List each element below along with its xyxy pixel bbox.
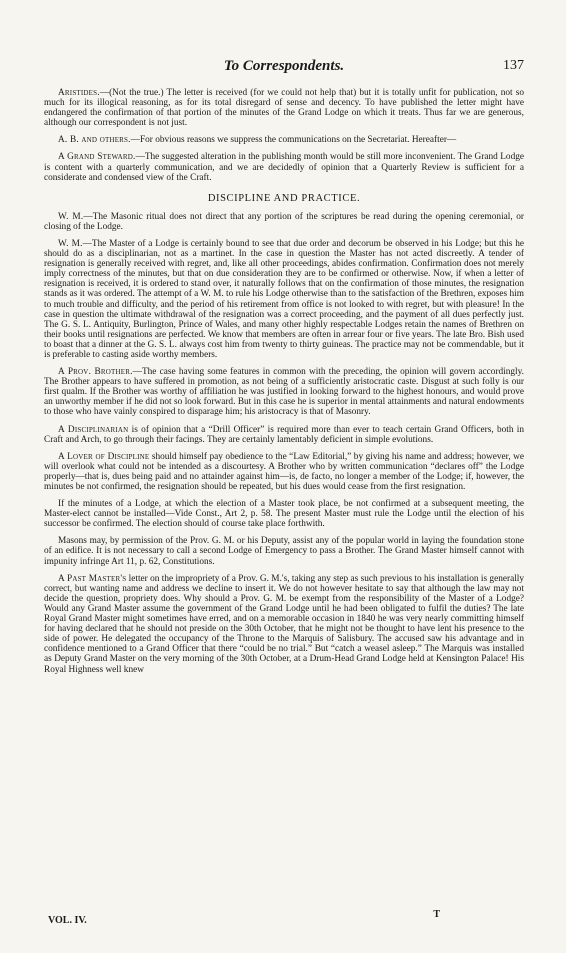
paragraph-text: should himself pay obedience to the “Law Editorial,” by giving his name and address; however, we will overlook what could not be intended as a discourtesy. A Brother who by written communication “declares off” the Lodge properly—that is, dues being paid and no attainder against him—is, de facto, no longer a member of the Lodge; if, however, the minutes be not confirmed, the resignation should be repeated, but his dues would cease from the first resignation. [44, 451, 524, 492]
paragraph-lead: A Past Master's [58, 573, 127, 584]
paragraph-text: Masons may, by permission of the Prov. G. M. or his Deputy, assist any of the popular world in laying the foundation stone of an edifice. It is not necessary to call a second Lodge of Emergency to pass a Brother. The Grand Master himself cannot with impunity infringe Art 11, p. 62, Constitutions. [44, 536, 524, 567]
running-title: To Correspondents. [223, 58, 345, 74]
paragraph-masons-permission [44, 536, 524, 566]
page-number: 137 [503, 58, 524, 73]
paragraph-aristides [44, 88, 524, 128]
signature-mark: T [433, 909, 440, 920]
section-heading: DISCIPLINE AND PRACTICE. [207, 192, 361, 204]
paragraph-past-master [44, 574, 524, 675]
paragraph-lead: A. B. and others. [58, 135, 131, 146]
paragraph-lead: A Lover of Discipline [58, 451, 150, 462]
page-footer [44, 909, 524, 929]
paragraph-lover-of-discipline [44, 452, 524, 492]
paragraph-lead: W. M. [58, 211, 84, 222]
paragraph-prov-brother [44, 367, 524, 417]
page-content [44, 88, 524, 682]
paragraph-ab-and-others [44, 135, 524, 145]
paragraph-text: If the minutes of a Lodge, at which the election of a Master took place, be not confirmed at a subsequent meeting, the Master-elect cannot be installed—Vide Const., Art 2, p. 58. The present Master must rule the Lodge until the election of his successor be confirmed. The election should of course take place forthwith. [44, 499, 524, 530]
paragraph-wm-ritual [44, 212, 524, 232]
paragraph-wm-master [44, 239, 524, 360]
paragraph-lead: W. M. [58, 238, 83, 249]
paragraph-text: —For obvious reasons we suppress the communications on the Secretariat. Hereafter— [130, 135, 457, 146]
paragraph-lead: A Prov. Brother. [58, 367, 133, 378]
running-head [44, 58, 524, 80]
paragraph-text: —The Master of a Lodge is certainly bound to see that due order and decorum be observed in his Lodge; but this he should do as a disciplinarian, not as a martinet. In the case in question the Master has not acted discreetly. A tender of resignation is generally received with regret, and, like all other proceedings, abides confirmation. Confirmation does not merely imply correctness of the minutes, but that on due consideration they are to be confirmed or otherwise. Now, if when a letter of resignation is received, it is ordered to stand over, it naturally follows that on the confirmation of those minutes, the resignation stands as it was ordered. The attempt of a W. M. to rule his Lodge otherwise than to the satisfaction of the Brethren, exposes him to much trouble and difficulty, and the period of his retirement from office is not looked to with regret, but with pleasure! In the case in question the ultimate withdrawal of the resignation was a correct proceeding, and the payment of all dues perfectly just. The G. S. L. Antiquity, Burlington, Prince of Wales, and many other highly respectable Lodges retain the names of Brethren on their books until resignations are perfected. We know that members are often in arrear four or five years. The late Bro. Bish used to boast that a dinner at the G. S. L. always cost him from twenty to thirty guineas. The practice may not be commendable, but it is preferable to casting aside worthy members. [44, 238, 524, 360]
paragraph-minutes-of-lodge [44, 499, 524, 529]
paragraph-text: —The suggested alteration in the publishing month would be still more inconvenient. The Grand Lodge is content with a quarterly communication, and we are decidedly of opinion that a Quarterly Review is sufficient for a considerate and condensed view of the Craft. [44, 152, 524, 183]
volume-label: VOL. IV. [48, 915, 87, 926]
paragraph-lead: A Grand Steward. [58, 152, 136, 163]
paragraph-text: —(Not the true.) The letter is received (for we could not help that) but it is totally unfit for publication, not so much for its illogical reasoning, as for its total disregard of sense and decency. To have published the letter might have endangered the confirmation of that portion of the minutes of the Grand Lodge on which it treats. Thus far we are generous, although our correspondent is not just. [44, 88, 524, 129]
paragraph-disciplinarian [44, 425, 524, 445]
paragraph-lead: A Disciplinarian [58, 424, 129, 435]
paragraph-text: letter on the impropriety of a Prov. G. M.'s, taking any step as such previous to his installation is generally correct, but wanting name and address we decline to insert it. We do not however hesitate to say that although the law may not decide the question, propriety does. Why should a Prov. G. M. be exempt from the responsibility of the Master of a Lodge? Would any Grand Master assume the government of the Grand Lodge until he had been obligated to fulfil the duties? The late Royal Grand Master might sometimes have erred, and on a memorable occasion in 1840 he was very nearly committing himself for having declared that he should not preside on the 30th October, that he might not be thought to have lent his presence to the side of power. He delegated the occupancy of the Throne to the Marquis of Salisbury. The accused saw his advantage and in confidence mentioned to a Grand Officer that there “could be no trial.” But “catch a weasel asleep.” The Marquis was installed as Deputy Grand Master on the very morning of the 30th October, at a Drum-Head Grand Lodge held at Kensington Palace! His Royal Highness well knew [44, 573, 525, 675]
paragraph-grand-steward [44, 152, 524, 182]
paragraph-text: —The case having some features in common with the preceding, the opinion will govern accordingly. The Brother appears to have suffered in promotion, as not being of a sufficiently aristocratic caste. Disgust at such folly is our first qualm. If the Brother was worthy of affiliation he was justified in looking forward to the highest honours, and would prove an unworthy member if he did not so look forward. But in this case he is superior in mental attainments and natural endowments to those who have vainly conspired to disparage him; his aristocracy is that of Masonry. [44, 367, 524, 418]
paragraph-text: —The Masonic ritual does not direct that any portion of the scriptures be read during the opening ceremonial, or closing of the Lodge. [44, 211, 524, 232]
paragraph-lead: Aristides. [58, 88, 100, 98]
paragraph-text: is of opinion that a “Drill Officer” is required more than ever to teach certain Grand Officers, both in Craft and Arch, to go through their facings. They are certainly lamentably deficient in simple evolutions. [44, 424, 525, 445]
